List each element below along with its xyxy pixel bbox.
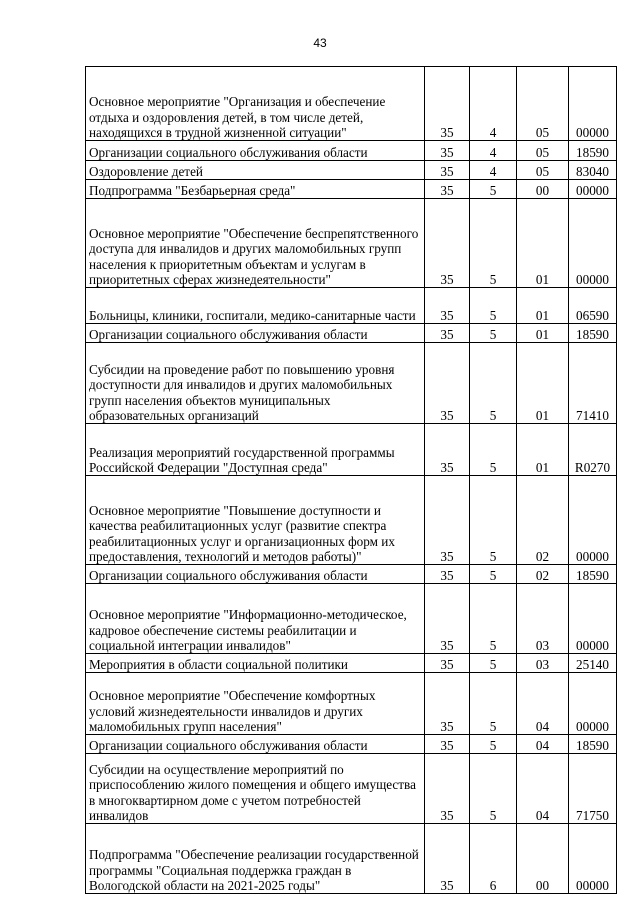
- row-code-2: 5: [470, 584, 517, 654]
- row-code-4: 00000: [569, 67, 617, 141]
- row-code-4: 00000: [569, 180, 617, 199]
- row-code-3: 05: [517, 161, 569, 180]
- row-code-3: 00: [517, 824, 569, 894]
- row-code-2: 5: [470, 654, 517, 673]
- row-code-1: 35: [425, 824, 470, 894]
- table-row: [86, 735, 617, 754]
- table-row: [86, 141, 617, 161]
- row-name: Субсидии на осуществление мероприятий по приспособлению жилого помещения и общего имущества в многоквартирном доме с учетом потребностей инвалидов: [86, 754, 425, 824]
- row-code-1: 35: [425, 141, 470, 161]
- row-name: Оздоровление детей: [86, 161, 425, 180]
- row-code-2: 5: [470, 424, 517, 476]
- row-code-3: 04: [517, 673, 569, 735]
- row-code-1: 35: [425, 343, 470, 424]
- row-code-3: 04: [517, 735, 569, 754]
- row-name: Организации социального обслуживания области: [86, 565, 425, 584]
- table-row: [86, 824, 617, 894]
- row-name: Основное мероприятие "Информационно-методическое, кадровое обеспечение системы реабилитации и социальной интеграции инвалидов": [86, 584, 425, 654]
- row-code-1: 35: [425, 476, 470, 565]
- row-name: Основное мероприятие "Организация и обеспечение отдыха и оздоровления детей, в том числе детей, находящихся в трудной жизненной ситуации": [86, 67, 425, 141]
- table-row: [86, 673, 617, 735]
- row-code-2: 4: [470, 67, 517, 141]
- table-row: [86, 654, 617, 673]
- row-code-2: 5: [470, 565, 517, 584]
- row-code-3: 01: [517, 343, 569, 424]
- row-code-1: 35: [425, 199, 470, 288]
- table-row: [86, 584, 617, 654]
- row-name: Основное мероприятие "Обеспечение комфортных условий жизнедеятельности инвалидов и других маломобильных групп населения": [86, 673, 425, 735]
- row-code-3: 03: [517, 584, 569, 654]
- row-code-1: 35: [425, 67, 470, 141]
- table-row: [86, 754, 617, 824]
- row-name: Организации социального обслуживания области: [86, 141, 425, 161]
- table-row: [86, 67, 617, 141]
- row-code-4: 71410: [569, 343, 617, 424]
- row-code-2: 5: [470, 343, 517, 424]
- row-code-1: 35: [425, 754, 470, 824]
- table-row: [86, 324, 617, 343]
- table-row: [86, 424, 617, 476]
- row-code-1: 35: [425, 584, 470, 654]
- row-code-3: 01: [517, 199, 569, 288]
- row-code-3: 02: [517, 476, 569, 565]
- row-code-1: 35: [425, 735, 470, 754]
- row-code-1: 35: [425, 180, 470, 199]
- row-code-2: 5: [470, 288, 517, 324]
- row-code-3: 03: [517, 654, 569, 673]
- row-code-3: 05: [517, 67, 569, 141]
- row-code-2: 5: [470, 735, 517, 754]
- row-code-2: 5: [470, 199, 517, 288]
- table-row: [86, 343, 617, 424]
- row-code-2: 5: [470, 754, 517, 824]
- page-number: 43: [313, 36, 327, 50]
- row-code-4: 18590: [569, 324, 617, 343]
- row-code-1: 35: [425, 324, 470, 343]
- row-code-3: 05: [517, 141, 569, 161]
- row-code-1: 35: [425, 161, 470, 180]
- row-code-2: 4: [470, 141, 517, 161]
- row-name: Субсидии на проведение работ по повышению уровня доступности для инвалидов и других маломобильных групп населения объектов муниципальных образовательных организаций: [86, 343, 425, 424]
- row-code-1: 35: [425, 288, 470, 324]
- row-name: Реализация мероприятий государственной программы Российской Федерации "Доступная среда": [86, 424, 425, 476]
- row-code-2: 5: [470, 476, 517, 565]
- row-code-1: 35: [425, 565, 470, 584]
- row-code-3: 01: [517, 324, 569, 343]
- row-code-4: 00000: [569, 584, 617, 654]
- row-code-3: 01: [517, 288, 569, 324]
- table-row: [86, 476, 617, 565]
- row-code-4: 00000: [569, 824, 617, 894]
- row-code-4: 00000: [569, 476, 617, 565]
- row-name: Подпрограмма "Обеспечение реализации государственной программы "Социальная поддержка граждан в Вологодской области на 2021-2025 годы": [86, 824, 425, 894]
- row-code-3: 00: [517, 180, 569, 199]
- row-code-3: 02: [517, 565, 569, 584]
- row-code-4: 00000: [569, 199, 617, 288]
- row-code-1: 35: [425, 654, 470, 673]
- row-name: Больницы, клиники, госпитали, медико-санитарные части: [86, 288, 425, 324]
- row-code-2: 4: [470, 161, 517, 180]
- row-code-1: 35: [425, 673, 470, 735]
- table-row: [86, 199, 617, 288]
- row-code-4: 25140: [569, 654, 617, 673]
- row-code-4: R0270: [569, 424, 617, 476]
- row-name: Основное мероприятие "Повышение доступности и качества реабилитационных услуг (развитие спектра реабилитационных услуг и организационных форм их предоставления, технологий и методов работы)": [86, 476, 425, 565]
- row-name: Организации социального обслуживания области: [86, 735, 425, 754]
- row-code-4: 18590: [569, 141, 617, 161]
- row-name: Организации социального обслуживания области: [86, 324, 425, 343]
- row-code-1: 35: [425, 424, 470, 476]
- row-code-4: 18590: [569, 735, 617, 754]
- row-code-4: 18590: [569, 565, 617, 584]
- table-row: [86, 288, 617, 324]
- table-row: [86, 565, 617, 584]
- row-name: Основное мероприятие "Обеспечение беспрепятственного доступа для инвалидов и других маломобильных групп населения к приоритетным объектам и услугам в приоритетных сферах жизнедеятельности": [86, 199, 425, 288]
- row-code-3: 04: [517, 754, 569, 824]
- row-code-2: 6: [470, 824, 517, 894]
- row-code-4: 00000: [569, 673, 617, 735]
- row-name: Подпрограмма "Безбарьерная среда": [86, 180, 425, 199]
- budget-table: [85, 66, 617, 894]
- row-code-4: 06590: [569, 288, 617, 324]
- row-code-4: 83040: [569, 161, 617, 180]
- row-name: Мероприятия в области социальной политики: [86, 654, 425, 673]
- row-code-2: 5: [470, 324, 517, 343]
- table-row: [86, 180, 617, 199]
- table-row: [86, 161, 617, 180]
- row-code-2: 5: [470, 180, 517, 199]
- row-code-3: 01: [517, 424, 569, 476]
- row-code-2: 5: [470, 673, 517, 735]
- row-code-4: 71750: [569, 754, 617, 824]
